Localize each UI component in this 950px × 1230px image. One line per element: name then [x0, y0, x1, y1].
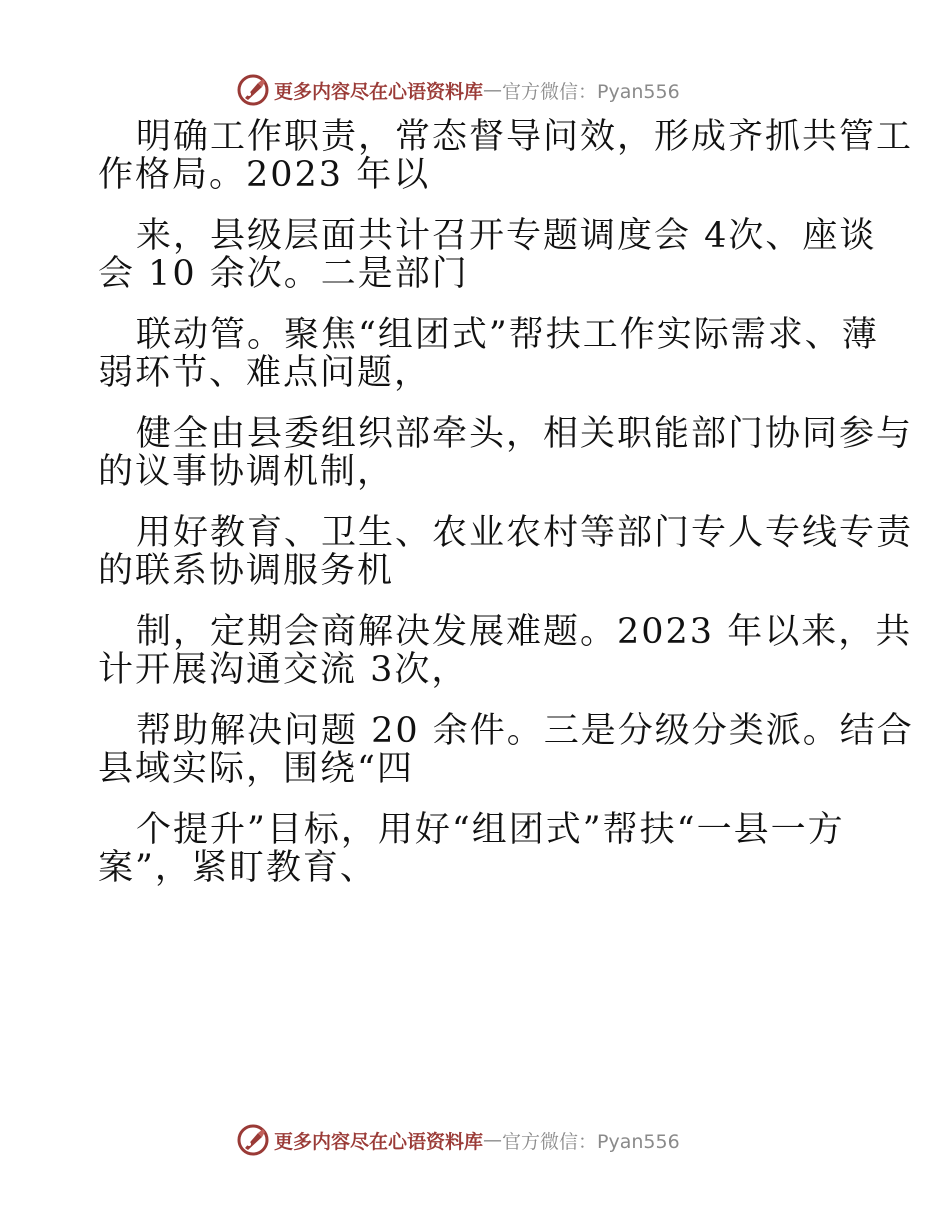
pen-nib-logo-icon: [236, 73, 270, 107]
text-line: 弱环节、难点问题，: [98, 353, 432, 393]
text-line: 县域实际，围绕“四: [98, 749, 414, 789]
watermark-brand-text: 更多内容尽在心语资料库: [274, 1130, 484, 1153]
pen-nib-logo-icon: [236, 1123, 270, 1157]
watermark-contact-text: 官方微信：Pyan556: [502, 80, 680, 103]
watermark-contact-text: 官方微信：Pyan556: [502, 1130, 680, 1153]
text-line: 帮助解决问题 20 余件。三是分级分类派。结合: [136, 711, 914, 751]
text-line: 联动管。聚焦“组团式”帮扶工作实际需求、薄: [136, 315, 879, 355]
text-line: 来，县级层面共计召开专题调度会 4次、座谈: [136, 216, 877, 256]
text-line: 会 10 余次。二是部门: [98, 254, 469, 294]
watermark-brand-text: 更多内容尽在心语资料库: [274, 80, 484, 103]
text-line: 的议事协调机制，: [98, 452, 395, 492]
text-line: 案”，紧盯教育、: [98, 848, 377, 888]
text-line: 明确工作职责，常态督导问效，形成齐抓共管工: [136, 117, 914, 157]
text-line: 作格局。2023 年以: [98, 155, 431, 195]
text-line: 的联系协调服务机: [98, 551, 395, 591]
text-line: 个提升”目标，用好“组团式”帮扶“一县一方: [136, 810, 845, 850]
footer-watermark: [236, 1122, 680, 1158]
watermark-separator: —: [483, 1129, 503, 1151]
text-line: 健全由县委组织部牵头，相关职能部门协同参与: [136, 414, 914, 454]
text-line: 制，定期会商解决发展难题。2023 年以来，共: [136, 612, 913, 652]
text-line: 计开展沟通交流 3次，: [98, 650, 469, 690]
document-body: [98, 117, 914, 888]
text-line: 用好教育、卫生、农业农村等部门专人专线专责: [136, 513, 914, 553]
header-watermark: [236, 72, 680, 108]
watermark-separator: —: [483, 79, 503, 101]
